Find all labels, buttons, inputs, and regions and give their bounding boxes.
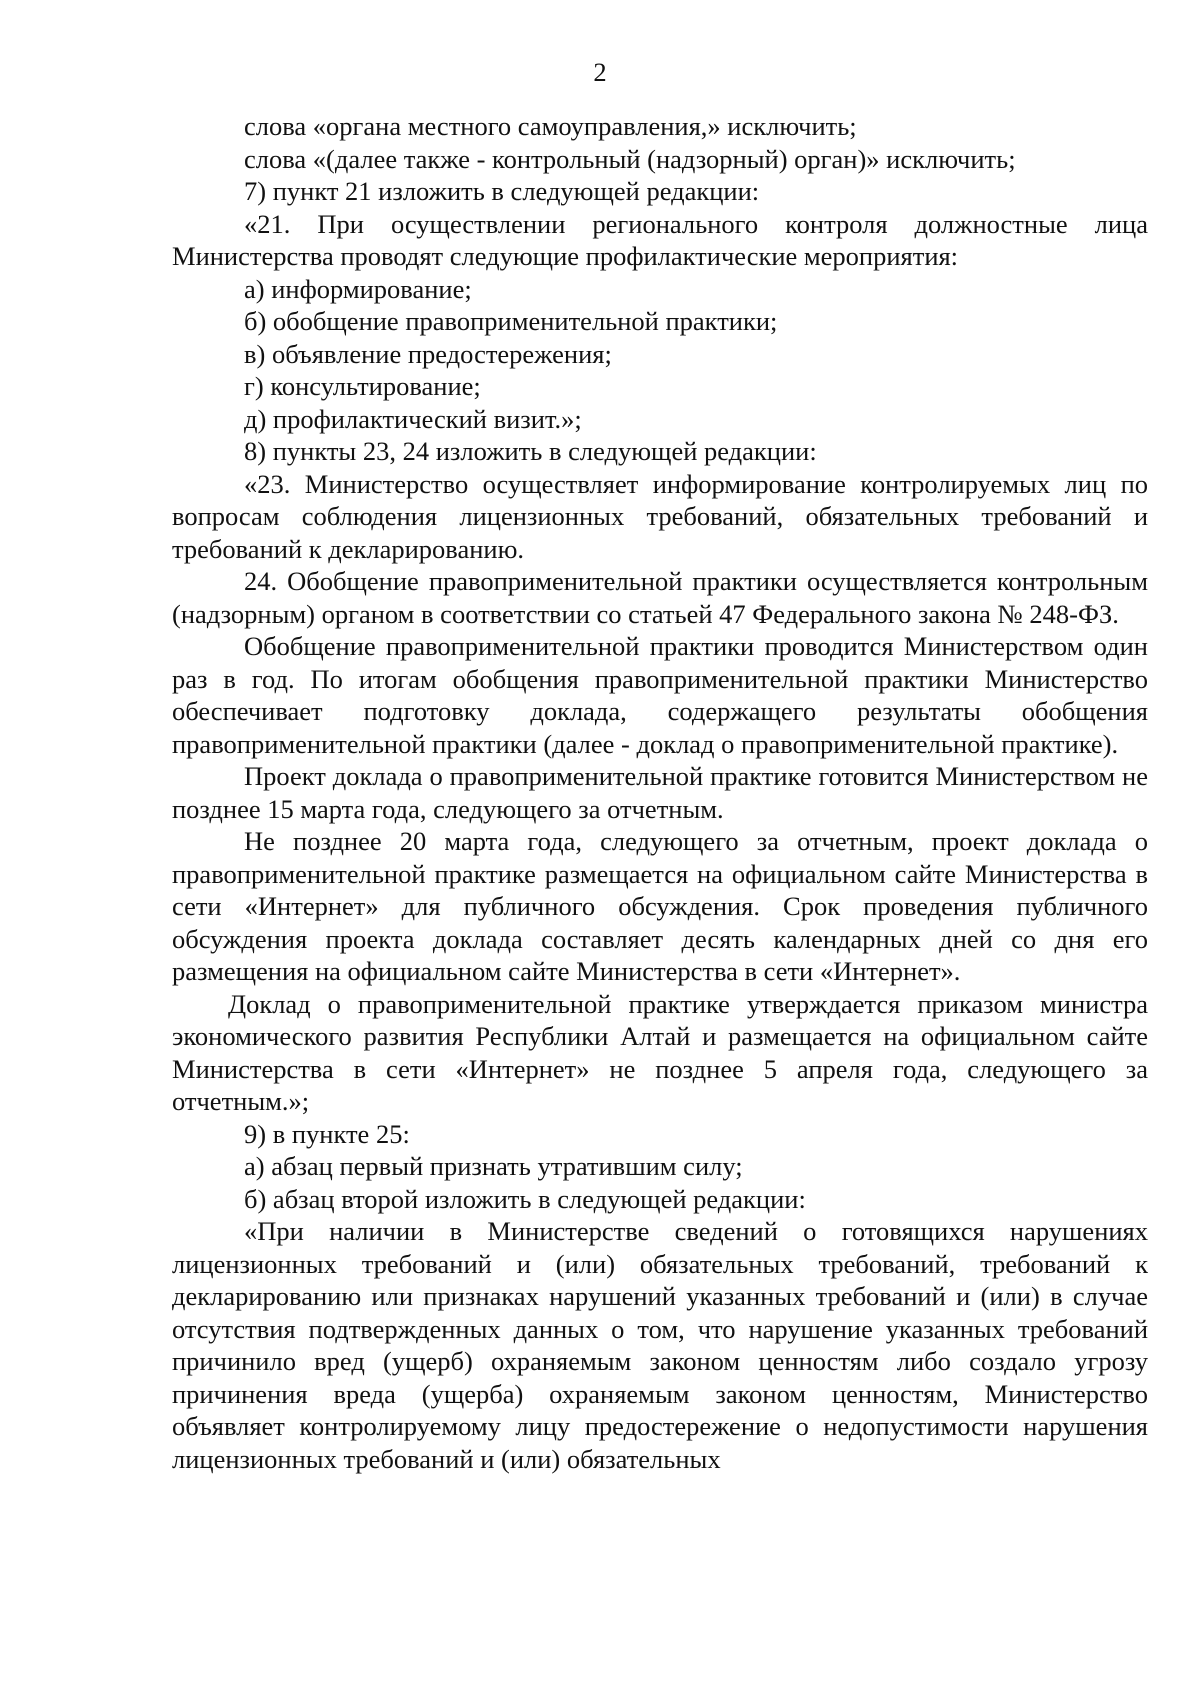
paragraph: слова «органа местного самоуправления,» исключить; [244,111,857,141]
page-number: 2 [593,57,607,87]
paragraph: 24. Обобщение правоприменительной практики осуществляется контрольным (надзорным) органом в соответствии со статьей 47 Федерального закона № 248-ФЗ. [172,566,1148,629]
list-item: б) абзац второй изложить в следующей редакции: [244,1183,806,1214]
paragraph: 9) в пункте 25: [244,1118,410,1149]
paragraph: 7) пункт 21 изложить в следующей редакции: [244,176,760,206]
list-item: г) консультирование; [244,371,481,401]
paragraph: Не позднее 20 марта года, следующего за отчетным, проект доклада о правоприменительной практике размещается на официальном сайте Министерства в сети «Интернет» для публичного обсуждения. Срок проведения публичного обсуждения проекта доклада составляет десять календарных дней со дня его размещения на официальном сайте Министерства в сети «Интернет». [172,826,1148,986]
paragraph: «При наличии в Министерстве сведений о готовящихся нарушениях лицензионных требований и (или) обязательных требований, требований к декларированию или признаках нарушений указанных требований и (или) в случае отсутствия подтвержденных данных о том, что нарушение указанных требований причинило вред (ущерб) охраняемым законом ценностям либо создало угрозу причинения вреда (ущерба) охраняемым законом ценностям, Министерство объявляет контролируемому лицу предостережение о недопустимости нарушения лицензионных требований и (или) обязательных [172,1216,1148,1474]
paragraph: «21. При осуществлении регионального контроля должностные лица Министерства проводят следующие профилактические мероприятия: [172,208,1148,271]
list-item: а) информирование; [244,273,472,304]
list-item: б) обобщение правоприменительной практики; [244,306,778,336]
paragraph: Проект доклада о правоприменительной практике готовится Министерством не позднее 15 марта года, следующего за отчетным. [172,761,1148,824]
paragraph: слова «(далее также - контрольный (надзорный) орган)» исключить; [244,143,1016,174]
list-item: а) абзац первый признать утратившим силу; [244,1151,743,1181]
list-item: в) объявление предостережения; [244,338,612,369]
document-body [172,110,1148,1475]
paragraph: 8) пункты 23, 24 изложить в следующей редакции: [244,436,817,466]
paragraph: Обобщение правоприменительной практики проводится Министерством один раз в год. По итогам обобщения правоприменительной практики Министерство обеспечивает подготовку доклада, содержащего результаты обобщения правоприменительной практики (далее - доклад о правоприменительной практике). [172,631,1148,759]
list-item: д) профилактический визит.»; [244,403,582,434]
paragraph: «23. Министерство осуществляет информирование контролируемых лиц по вопросам соблюдения лицензионных требований, обязательных требований и требований к декларированию. [172,468,1148,564]
paragraph: Доклад о правоприменительной практике утверждается приказом министра экономического развития Республики Алтай и размещается на официальном сайте Министерства в сети «Интернет» не позднее 5 апреля года, следующего за отчетным.»; [172,988,1148,1116]
